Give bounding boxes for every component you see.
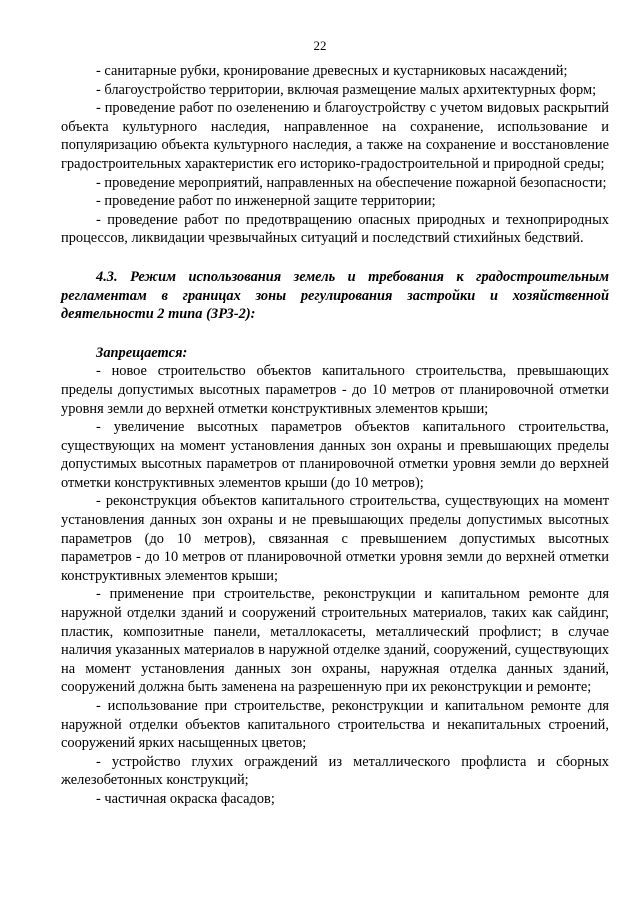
page-body (61, 62, 609, 809)
list-item: - проведение мероприятий, направленных на обеспечение пожарной безопасности; (96, 174, 607, 191)
list-item: - увеличение высотных параметров объектов капитального строительства, существующих на момент установления данных зон охраны и превышающих пределы допустимых высотных параметров от планировочной отметки уровня земли до верхней отметки конструктивных элементов крыши (до 10 метров); (61, 419, 609, 491)
prohibited-label: Запрещается: (96, 344, 188, 361)
list-item: - частичная окраска фасадов; (96, 790, 275, 807)
list-item: - использование при строительстве, реконструкции и капитальном ремонте для наружной отделки объектов капитального строительства и некапитальных строений, сооружений ярких насыщенных цветов; (61, 698, 609, 752)
list-item: - проведение работ по озеленению и благоустройству с учетом видовых раскрытий объекта культурного наследия, направленное на сохранение, использование и популяризацию объекта культурного наследия, а также на сохранение и восстановление градостроительных характеристик его историко-градостроительной и природной среды; (61, 100, 609, 172)
list-item: - новое строительство объектов капитального строительства, превышающих пределы допустимых высотных параметров - до 10 метров от планировочной отметки уровня земли до верхней отметки конструктивных элементов крыши; (61, 363, 609, 417)
list-item: - применение при строительстве, реконструкции и капитальном ремонте для наружной отделки зданий и сооружений строительных материалов, таких как сайдинг, пластик, композитные панели, металлокасеты, металлический профлист; в случае наличия указанных материалов в наружной отделке зданий, сооружений, существующих на момент установления данных зон охраны, наружная отделка данных зданий, сооружений должна быть заменена на разрешенную при их реконструкции и ремонте; (61, 586, 609, 696)
page-number: 22 (313, 38, 327, 53)
list-item: - устройство глухих ограждений из металлического профлиста и сборных железобетонных конструкций; (61, 753, 609, 789)
list-item: - санитарные рубки, кронирование древесных и кустарниковых насаждений; (96, 63, 568, 79)
list-item: - проведение работ по инженерной защите территории; (96, 193, 436, 210)
list-item: - благоустройство территории, включая размещение малых архитектурных форм; (96, 81, 597, 98)
section-heading: 4.3. Режим использования земель и требования к градостроительным регламентам в границах зоны регулирования застройки и хозяйственной деятельности 2 типа (ЗРЗ-2): (61, 268, 609, 323)
list-item: - реконструкция объектов капитального строительства, существующих на момент установления данных зон охраны и не превышающих пределы допустимых высотных параметров (до 10 метров), связанная с превышением допустимых высотных параметров - до 10 метров от планировочной отметки уровня земли до верхней отметки конструктивных элементов крыши; (61, 493, 609, 584)
list-item: - проведение работ по предотвращению опасных природных и техноприродных процессов, ликвидации чрезвычайных ситуаций и последствий стихийных бедствий. (61, 211, 609, 247)
